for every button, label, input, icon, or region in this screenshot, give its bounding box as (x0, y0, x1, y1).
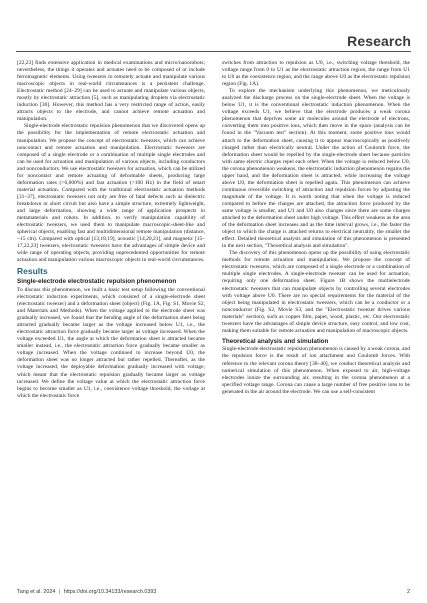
paragraph: To explore the mechanism underlying this phenomenon, we meticulously analyzed the discharge process on the single-electrode sheet. When the voltage is below U1, it is the conventional electrostatic induction phenomenon. When the voltage exceeds U1, we believe that the electrode produces a weak corona phenomenon that deprives some air molecules around the electrode of electrons, converting them into positive ions, which then move in the space (analysis can be found in the "Vacuum test" section). At this moment, some positive ions would attach to the deformation sheet, causing it to appear macroscopically as positively charged rather than electrically neutral. Under the action of Coulomb force, the deformation sheet would be repelled by the single-electrode sheet because particles with same electric charges repel each other. When the voltage is reduced below U0, the corona phenomenon weakens, the electrostatic induction phenomenon regains the upper hand, and the deformation sheet is attracted; while increasing the voltage above U0, the deformation sheet is repelled again. This phenomenon can achieve continuous reversible switching of attraction and repulsion forces by adjusting the magnitude of the voltage. It is worth noting that when the voltage is reduced compared to before the charges are attached, the attraction force produced by the same voltage is smaller, and U1 and U0 also changes since there are some charges attached to the deformation sheet under high voltage. This effect weakens as the area of the deformation sheet increases and as the time interval grows, i.e., the faster the object to which the charge is attached returns to electrical neutrality, the smaller the effect. Detailed theoretical analysis and simulation of this phenomenon is presented in the next section, "Theoretical analysis and simulation". (222, 88, 410, 250)
page-number: 2 (407, 589, 410, 595)
paragraph: The discovery of this phenomenon opens up the possibility of using electrostatic methods for remote actuation and manipulation. We propose the concept of electrostatic tweezers, which are composed of a single electrode or a combination of multiple single electrodes. A single-electrode tweezer can be used for actuation, requiring only one deformation sheet. Figure 1B shows the multielectrode electrostatic tweezers that can manipulate objects by controlling several electrodes with voltage above U0. There are no special requirements for the material of the object being manipulated in electrostatic tweezers, which can be a conductor or a nonconductor (Fig. S2, Movie S3, and the "Electrostatic tweezer drives various materials" section), such as copper film, paper, wood, plastic, etc. Our electrostatic tweezers have the advantages of simple device structure, easy control, and low cost, making them suitable for remote actuation and manipulation of macroscopic objects. (222, 250, 410, 334)
footer-citation: Tang et al. 2024 (17, 589, 56, 595)
footer-separator: | (58, 589, 61, 595)
journal-name: Research (347, 33, 411, 49)
paragraph: [22,23] finds extensive application in medical examinations and micro/nanorobots; nevertheless, the things it operates and actuates need to be composed of or include ferromagnetic elements. Using tweezers to remotely actuate and manipulate various macroscopic objects in real-world circumstances is a persistent challenge. Electrostatic method [24–29] can be used to actuate and manipulate various objects, mostly by electrostatic attraction [5], such as manipulating droplets via electrostatic induction [30]. However, this method has a very restricted range of action, easily attracts objects to the electrode, and cannot achieve remote actuation and manipulation. (17, 60, 205, 123)
paragraph: To discuss this phenomenon, we built a basic test setup following the conventional electrostatic induction experiments, which consisted of a single-electrode sheet (electrostatic tweezer) and a deformation sheet (object) (Fig. 1A, Fig. S1, Movie S2, and Materials and Methods). When the voltage applied to the electrode sheet was gradually increased, we found that the bending angle of the deformation sheet being attracted gradually became larger as the voltage increased below U1, i.e., the electrostatic attraction force gradually became larger as voltage increased. When the voltage exceeded U1, the angle at which the deformation sheet is attracted became smaller instead, i.e., the electrostatic attraction force gradually became smaller as voltage increased. When the voltage continued to increase beyond U0, the deformation sheet was no longer attracted but rather repelled. Thereafter, as the voltage increased, the deployable deformation gradually increased with voltage, which meant that the electrostatic repulsion gradually became larger as voltage increased. We define the voltage value at which the electrostatic attraction force begins to become smaller as U1, i.e., coexistence voltage threshold, the voltage at which the electrostatic force (17, 286, 205, 399)
paragraph: switches from attraction to repulsion as U0, i.e., switching voltage threshold, the voltage range from 0 to U1 as the electrostatic attraction region, the range from U1 to U0 as the coexistence region, and the range above U0 as the electrostatic repulsion region (Fig. 1A). (222, 60, 410, 88)
footer-citation-line (17, 589, 156, 595)
subsection-title: Theoretical analysis and simulation (222, 337, 329, 345)
right-column (222, 60, 410, 396)
section-title-results: Results (17, 266, 48, 277)
paragraph: Single-electrode electrostatic repulsion phenomenon that we discovered opens up the possibility for the implementation of remote electrostatic actuation and manipulation. We propose the concept of electrostatic tweezers, which can achieve noncontact and remote actuation and manipulation. Electrostatic tweezers are composed of a single electrode or a combination of multiple single electrodes and can be used for actuation and manipulation of various objects, including conductors and nonconductors. We use electrostatic tweezers for actuation, which can be utilized for noncontact and remote actuating of deformable sheets, producing large deformation rates (>6,000%) and fast actuation (>100 Hz) in the field of smart material actuation. Compared with the traditional electrostatic actuation methods [31–37], electrostatic tweezers not only are free of fatal defects such as dielectric breakdown or short circuit but also have a simple structure, extremely lightweight, and large deformation, showing a wide range of application prospects in metamaterials and robots. In addition, to verify manipulation capability of electrostatic tweezers, we used them to manipulate macroscopic-sheet-like and spherical objects, enabling fast and multidimensional remote manipulation (distance, ~15 cm). Compared with optical [13,18,19], acoustic [14,20,21], and magnetic [15–17,22,23] tweezers, electrostatic tweezers have the advantages of simple device and wide range of operating objects, providing unprecedented opportunities for remote actuation and manipulation various macroscopic objects in real-world circumstances. (17, 123, 205, 264)
paragraph: Single-electrode electrostatic repulsion phenomenon is caused by a weak corona, and the repulsion force is the result of ion attachment and Coulomb forces. With reference to the relevant corona theory [38–40], we conduct theoretical analysis and numerical simulation of this phenomenon. When exposed to air, high-voltage electrodes ionize the surrounding air, resulting in the corona phenomenon at a specified voltage range. Corona can cause a large number of free positive ions to be generated in the air around the electrode. We can use a self-consistent (222, 346, 410, 395)
left-column (17, 60, 205, 400)
footer-doi-link[interactable]: https://doi.org/10.34133/research.0393 (63, 589, 157, 595)
subsection-title: Single-electrode electrostatic repulsion phenomenon (17, 278, 177, 286)
header-rule (16, 51, 411, 52)
